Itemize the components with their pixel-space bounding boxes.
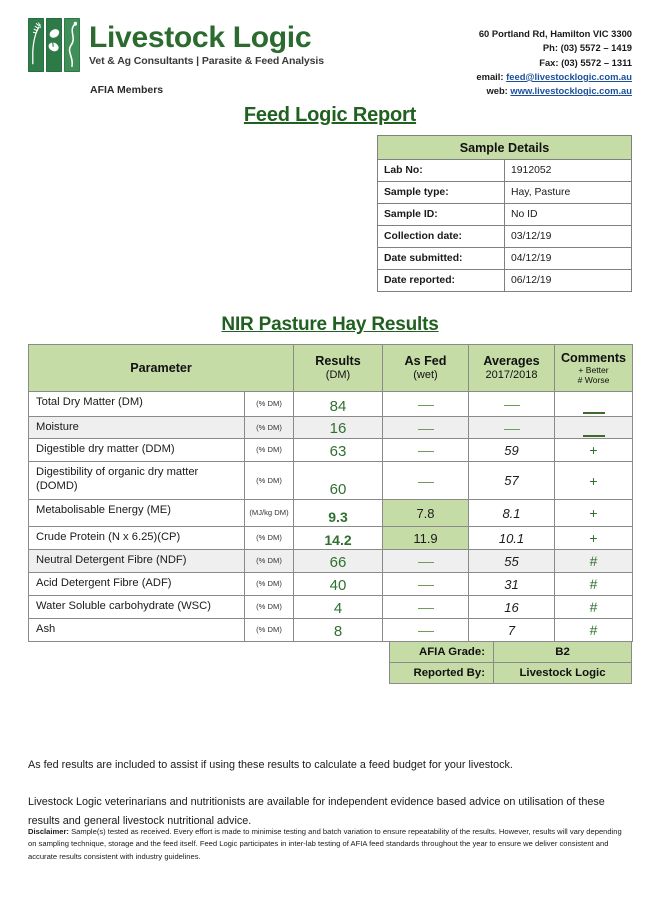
table-row [378,248,632,270]
param-comment: + [555,527,633,550]
nir-results-title: NIR Pasture Hay Results [221,314,439,336]
notes-section [28,756,632,830]
contact-phone: Ph: (03) 5572 – 1419 [542,42,632,54]
brand-text [89,20,324,68]
param-unit: (MJ/kg DM) [245,500,294,527]
disclaimer-text: Sample(s) tested as received. Every effort is made to minimise testing and batch variation to ensure repeatability of the results. However, results will vary depending on sampling technique, storage and the feed itself. Feed Logic participates in inter-lab testing of AFIA feed standards throughout the year to ensure we deliver consistent and accurate results consistent with industry guidelines. [28,827,622,861]
param-comment [555,392,633,417]
col-header-comments-better: + Better [578,364,609,375]
afia-grade-label: AFIA Grade: [390,642,494,663]
param-name: Water Soluble carbohydrate (WSC) [29,596,245,619]
col-header-comments-main: Comments [560,350,627,365]
sample-details-body [378,160,632,292]
contact-email-line [476,70,632,84]
param-average [469,392,555,417]
param-average: 55 [469,550,555,573]
disclaimer [28,826,632,863]
sample-details-header: Sample Details [378,136,632,160]
param-as-fed [383,462,469,500]
param-name: Metabolisable Energy (ME) [29,500,245,527]
param-as-fed [383,417,469,439]
param-name: Neutral Detergent Fibre (NDF) [29,550,245,573]
param-unit: (% DM) [245,462,294,500]
sample-type-label: Sample type: [378,182,505,204]
dash-icon [583,412,605,414]
param-result: 16 [294,417,383,439]
col-header-comments [555,345,633,392]
param-unit: (% DM) [245,417,294,439]
param-average: 59 [469,439,555,462]
col-header-results [294,345,383,392]
collection-date-value: 03/12/19 [505,226,632,248]
dash-icon [418,631,434,632]
param-unit: (% DM) [245,527,294,550]
param-comment: + [555,500,633,527]
contact-web-link[interactable]: www.livestocklogic.com.au [510,85,632,97]
reported-by-value: Livestock Logic [494,663,632,684]
col-header-parameter-main: Parameter [130,360,192,375]
contact-email-label: email: [476,70,504,82]
reported-by-label: Reported By: [390,663,494,684]
table-row [29,619,633,642]
afia-members-label: AFIA Members [90,84,164,96]
param-comment: # [555,619,633,642]
param-comment: + [555,439,633,462]
param-average: 16 [469,596,555,619]
col-header-averages-sub: 2017/2018 [485,369,538,382]
param-comment: # [555,550,633,573]
param-average: 57 [469,462,555,500]
param-name: Total Dry Matter (DM) [29,392,245,417]
col-header-comments-worse: # Worse [577,374,610,385]
param-result: 60 [294,462,383,500]
grade-table [389,641,632,684]
dash-icon [418,482,434,483]
col-header-results-sub: (DM) [325,369,351,382]
param-result: 84 [294,392,383,417]
param-as-fed [383,550,469,573]
param-name: Digestibility of organic dry matter (DOMD) [29,462,245,500]
table-row [29,417,633,439]
logo-panel-seed [46,18,62,72]
table-row [378,160,632,182]
dash-icon [418,451,434,452]
brand-tagline: Vet & Ag Consultants | Parasite & Feed Analysis [89,55,324,68]
dash-icon [504,429,520,430]
sample-details-wrap [28,135,632,292]
date-reported-value: 06/12/19 [505,270,632,292]
param-name: Moisture [29,417,245,439]
param-as-fed [383,596,469,619]
sample-lab-no-value: 1912052 [505,160,632,182]
contact-web-line [476,84,632,98]
table-row [29,550,633,573]
table-row [29,500,633,527]
brand-name: Livestock Logic [89,20,312,54]
param-comment [555,417,633,439]
dash-icon [418,608,434,609]
date-submitted-value: 04/12/19 [505,248,632,270]
param-result: 14.2 [294,527,383,550]
table-row [29,392,633,417]
collection-date-label: Collection date: [378,226,505,248]
param-as-fed [383,439,469,462]
col-header-averages [469,345,555,392]
sample-lab-no-label: Lab No: [378,160,505,182]
param-result: 63 [294,439,383,462]
param-average [469,417,555,439]
col-header-as-fed-main: As Fed [404,354,447,369]
contact-email-link[interactable]: feed@livestocklogic.com.au [506,70,632,82]
note-as-fed: As fed results are included to assist if using these results to calculate a feed budget for your livestock. [28,759,513,772]
disclaimer-label: Disclaimer: [28,827,69,836]
param-as-fed [383,392,469,417]
param-as-fed: 7.8 [383,500,469,527]
contact-address: 60 Portland Rd, Hamilton VIC 3300 [478,28,632,39]
param-name: Acid Detergent Fibre (ADF) [29,573,245,596]
table-row [378,226,632,248]
dash-icon [583,435,605,437]
param-average: 7 [469,619,555,642]
param-average: 8.1 [469,500,555,527]
nir-results-table [28,344,633,642]
param-unit: (% DM) [245,573,294,596]
date-reported-label: Date reported: [378,270,505,292]
dash-icon [504,405,520,406]
note-advice: Livestock Logic veterinarians and nutritionists are available for independent evidence based advice on utilisation of these results and general livestock nutritional advice. [28,796,605,827]
param-unit: (% DM) [245,550,294,573]
col-header-results-main: Results [315,354,361,369]
param-result: 4 [294,596,383,619]
sample-id-label: Sample ID: [378,204,505,226]
param-unit: (% DM) [245,619,294,642]
afia-grade-value: B2 [494,642,632,663]
table-row [378,270,632,292]
table-row [29,439,633,462]
param-result: 8 [294,619,383,642]
param-result: 66 [294,550,383,573]
sample-details-header-row [378,136,632,160]
param-name: Crude Protein (N x 6.25)(CP) [29,527,245,550]
param-result: 9.3 [294,500,383,527]
logo-panel-curve [64,18,80,72]
col-header-averages-main: Averages [483,354,540,369]
param-comment: # [555,573,633,596]
livestock-logic-logo-icon [28,18,80,72]
param-result: 40 [294,573,383,596]
brand-row [28,18,324,72]
logo-panel-wheat [28,18,44,72]
col-header-as-fed [383,345,469,392]
table-row [390,642,632,663]
contact-block [476,18,632,98]
param-unit: (% DM) [245,392,294,417]
param-comment: + [555,462,633,500]
sample-details-table [377,135,632,292]
contact-web-label: web: [486,85,508,97]
param-as-fed: 11.9 [383,527,469,550]
results-body [29,392,633,642]
param-name: Digestible dry matter (DDM) [29,439,245,462]
dash-icon [418,562,434,563]
table-row [29,596,633,619]
sample-type-value: Hay, Pasture [505,182,632,204]
param-average: 31 [469,573,555,596]
sample-id-value: No ID [505,204,632,226]
contact-fax: Fax: (03) 5572 – 1311 [539,56,632,68]
grade-wrap [28,641,632,684]
param-unit: (% DM) [245,439,294,462]
col-header-as-fed-sub: (wet) [413,369,438,382]
param-name: Ash [29,619,245,642]
param-as-fed [383,573,469,596]
col-header-parameter [29,345,294,392]
param-comment: # [555,596,633,619]
table-row [29,527,633,550]
date-submitted-label: Date submitted: [378,248,505,270]
param-unit: (% DM) [245,596,294,619]
table-row [378,182,632,204]
dash-icon [418,429,434,430]
results-header-row [29,345,633,392]
table-row [29,462,633,500]
report-title: Feed Logic Report [243,104,417,127]
param-average: 10.1 [469,527,555,550]
param-as-fed [383,619,469,642]
table-row [29,573,633,596]
dash-icon [418,405,434,406]
page-header [28,0,632,98]
dash-icon [418,585,434,586]
table-row [390,663,632,684]
brand-block [28,18,324,96]
table-row [378,204,632,226]
